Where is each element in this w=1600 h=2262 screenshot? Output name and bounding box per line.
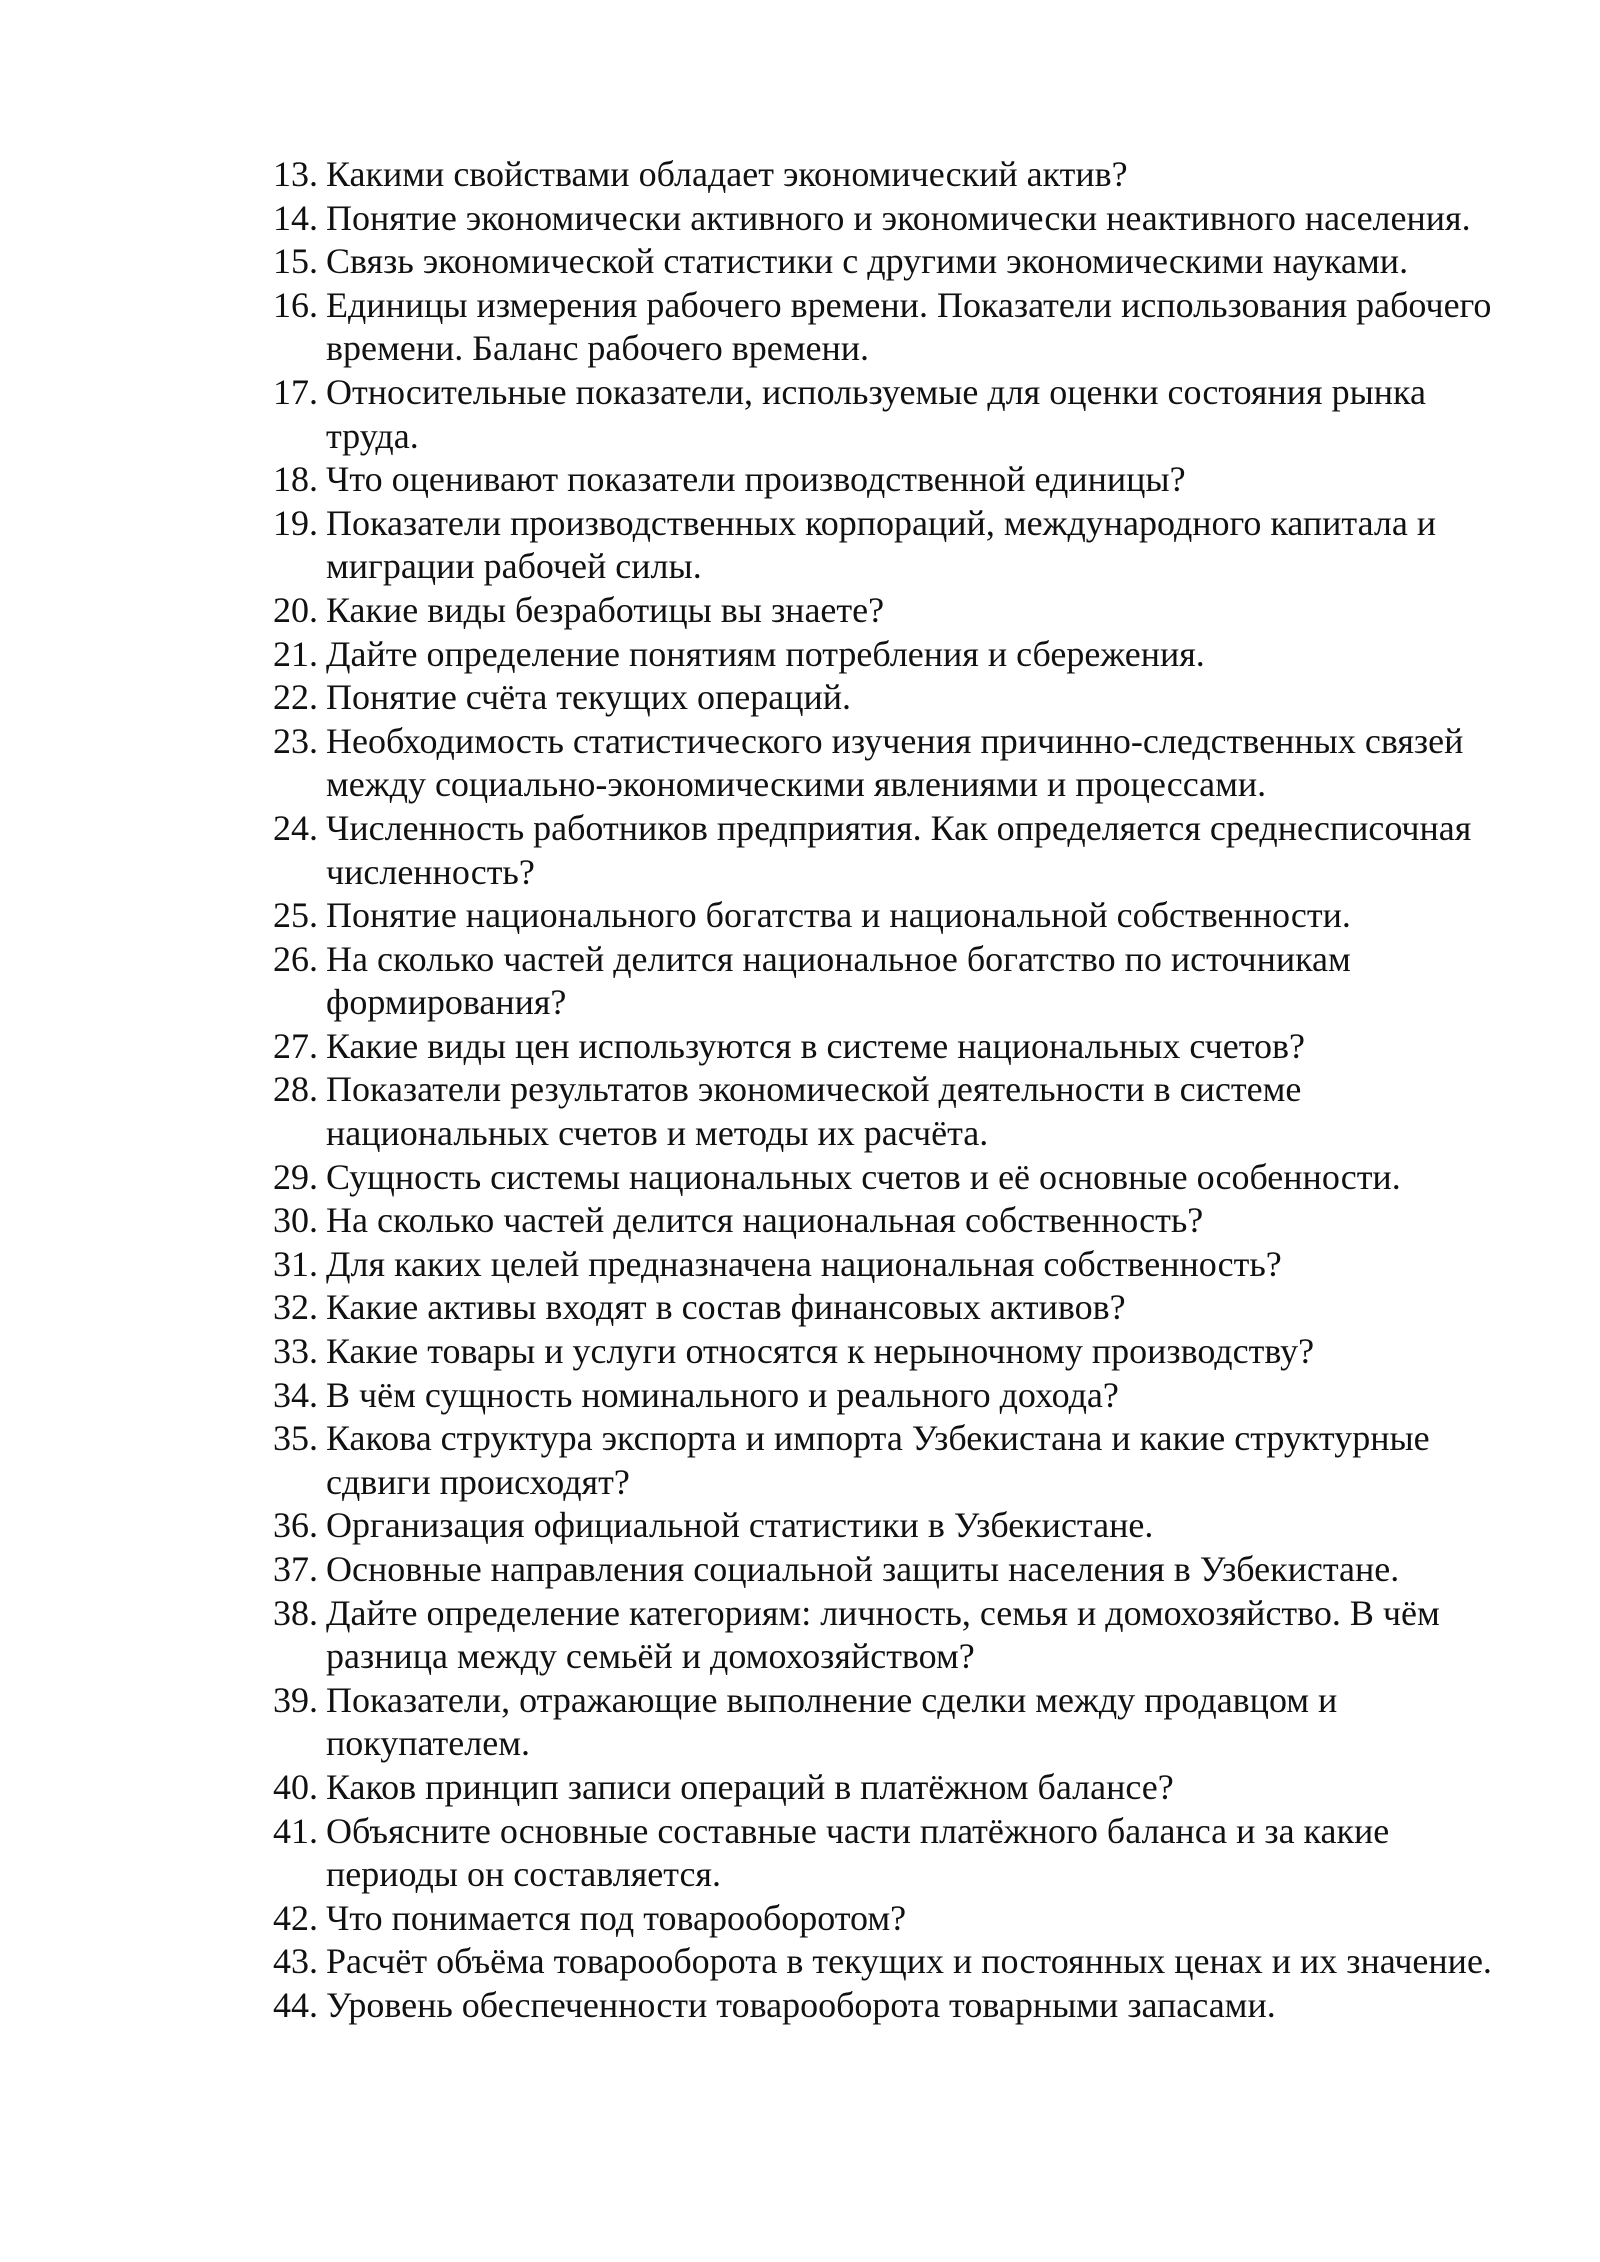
question-text: Каков принцип записи операций в платёжном балансе? — [326, 1766, 1174, 1807]
question-number: 24. — [273, 807, 318, 848]
question-number: 23. — [273, 720, 318, 761]
question-number: 31. — [273, 1243, 318, 1284]
question-text: Какими свойствами обладает экономический актив? — [326, 154, 1128, 194]
question-text: Численность работников предприятия. Как определяется среднесписочная численность? — [326, 807, 1472, 892]
question-number: 35. — [273, 1418, 318, 1459]
question-number: 19. — [273, 502, 318, 543]
question-number: 36. — [273, 1505, 318, 1546]
question-number: 41. — [273, 1810, 318, 1851]
question-item — [273, 1417, 1503, 1504]
question-text: Основные направления социальной защиты населения в Узбекистане. — [326, 1549, 1400, 1589]
question-text: Что оценивают показатели производственной единицы? — [326, 459, 1186, 500]
question-item — [273, 1068, 1503, 1155]
question-item — [273, 1548, 1503, 1592]
question-text: Какова структура экспорта и импорта Узбекистана и какие структурные сдвиги происходят? — [326, 1418, 1430, 1502]
question-number: 26. — [273, 938, 318, 979]
question-item — [273, 1374, 1503, 1418]
question-item — [273, 720, 1503, 807]
question-text: Какие виды безработицы вы знаете? — [326, 589, 885, 630]
question-item — [273, 284, 1503, 371]
question-item — [273, 589, 1503, 633]
question-item — [273, 1766, 1503, 1810]
question-text: Понятие национального богатства и национальной собственности. — [326, 895, 1351, 936]
question-number: 42. — [273, 1897, 318, 1938]
question-item — [273, 371, 1503, 458]
question-item — [273, 1243, 1503, 1287]
question-item — [273, 1810, 1503, 1897]
question-item — [273, 458, 1503, 502]
question-text: На сколько частей делится национальное богатство по источникам формирования? — [326, 938, 1351, 1023]
question-text: Показатели, отражающие выполнение сделки между продавцом и покупателем. — [326, 1679, 1338, 1764]
question-number: 32. — [273, 1287, 318, 1328]
question-number: 33. — [273, 1331, 318, 1372]
question-item — [273, 807, 1503, 894]
question-number: 21. — [273, 633, 318, 674]
question-text: Показатели результатов экономической деятельности в системе национальных счетов и методы их расчёта. — [326, 1069, 1302, 1154]
question-item — [273, 1679, 1503, 1766]
question-text: Необходимость статистического изучения причинно-следственных связей между социально-экономическими явлениями и процессами. — [326, 720, 1464, 805]
question-item — [273, 1592, 1503, 1679]
question-text: Показатели производственных корпораций, международного капитала и миграции рабочей силы. — [326, 502, 1437, 587]
question-item — [273, 1199, 1503, 1243]
question-item — [273, 633, 1503, 677]
question-number: 39. — [273, 1679, 318, 1720]
question-item — [273, 676, 1503, 720]
question-number: 14. — [273, 197, 318, 238]
question-number: 13. — [273, 154, 318, 194]
question-number: 25. — [273, 895, 318, 936]
question-text: Дайте определение понятиям потребления и сбережения. — [326, 633, 1205, 674]
question-item — [273, 1504, 1503, 1548]
question-text: Объясните основные составные части платёжного баланса и за какие периоды он составляется. — [326, 1810, 1390, 1895]
question-number: 20. — [273, 589, 318, 630]
question-text: Какие товары и услуги относятся к нерыночному производству? — [326, 1331, 1315, 1372]
question-number: 27. — [273, 1025, 318, 1066]
question-item — [273, 938, 1503, 1025]
question-text: Какие активы входят в состав финансовых активов? — [326, 1287, 1126, 1328]
question-text: Что понимается под товарооборотом? — [326, 1897, 907, 1938]
question-item — [273, 1286, 1503, 1330]
question-number: 43. — [273, 1941, 318, 1982]
question-text: Уровень обеспеченности товарооборота товарными запасами. — [326, 1984, 1276, 2025]
question-number: 37. — [273, 1549, 318, 1589]
question-text: Связь экономической статистики с другими экономическими науками. — [326, 241, 1409, 282]
question-text: Относительные показатели, используемые для оценки состояния рынка труда. — [326, 371, 1426, 456]
question-number: 16. — [273, 284, 318, 325]
question-item — [273, 1330, 1503, 1374]
question-number: 30. — [273, 1200, 318, 1241]
question-text: Единицы измерения рабочего времени. Показатели использования рабочего времени. Баланс рабочего времени. — [326, 284, 1492, 369]
question-text: На сколько частей делится национальная собственность? — [326, 1200, 1204, 1241]
question-number: 40. — [273, 1766, 318, 1807]
question-item — [273, 1984, 1503, 2028]
question-item — [273, 197, 1503, 241]
question-item — [273, 1940, 1503, 1984]
question-item — [273, 1897, 1503, 1941]
question-text: Расчёт объёма товарооборота в текущих и постоянных ценах и их значение. — [326, 1941, 1492, 1982]
question-number: 29. — [273, 1156, 318, 1197]
question-number: 28. — [273, 1069, 318, 1110]
question-item — [273, 1156, 1503, 1200]
question-text: Понятие счёта текущих операций. — [326, 677, 851, 718]
question-item — [273, 153, 1503, 197]
question-text: Для каких целей предназначена национальная собственность? — [326, 1243, 1282, 1284]
question-number: 38. — [273, 1592, 318, 1633]
question-number: 18. — [273, 459, 318, 500]
question-item — [273, 1025, 1503, 1069]
question-list — [273, 153, 1503, 2028]
question-number: 44. — [273, 1984, 318, 2025]
question-item — [273, 502, 1503, 589]
question-text: Дайте определение категориям: личность, семья и домохозяйство. В чём разница между семьёй и домохозяйством? — [326, 1592, 1440, 1677]
question-text: В чём сущность номинального и реального дохода? — [326, 1374, 1119, 1415]
question-number: 34. — [273, 1374, 318, 1415]
question-text: Понятие экономически активного и экономически неактивного населения. — [326, 197, 1471, 238]
question-text: Организация официальной статистики в Узбекистане. — [326, 1505, 1154, 1546]
question-text: Какие виды цен используются в системе национальных счетов? — [326, 1025, 1305, 1066]
question-item — [273, 894, 1503, 938]
question-item — [273, 240, 1503, 284]
question-number: 17. — [273, 371, 318, 412]
question-text: Сущность системы национальных счетов и её основные особенности. — [326, 1156, 1401, 1197]
question-number: 22. — [273, 677, 318, 718]
question-number: 15. — [273, 241, 318, 282]
